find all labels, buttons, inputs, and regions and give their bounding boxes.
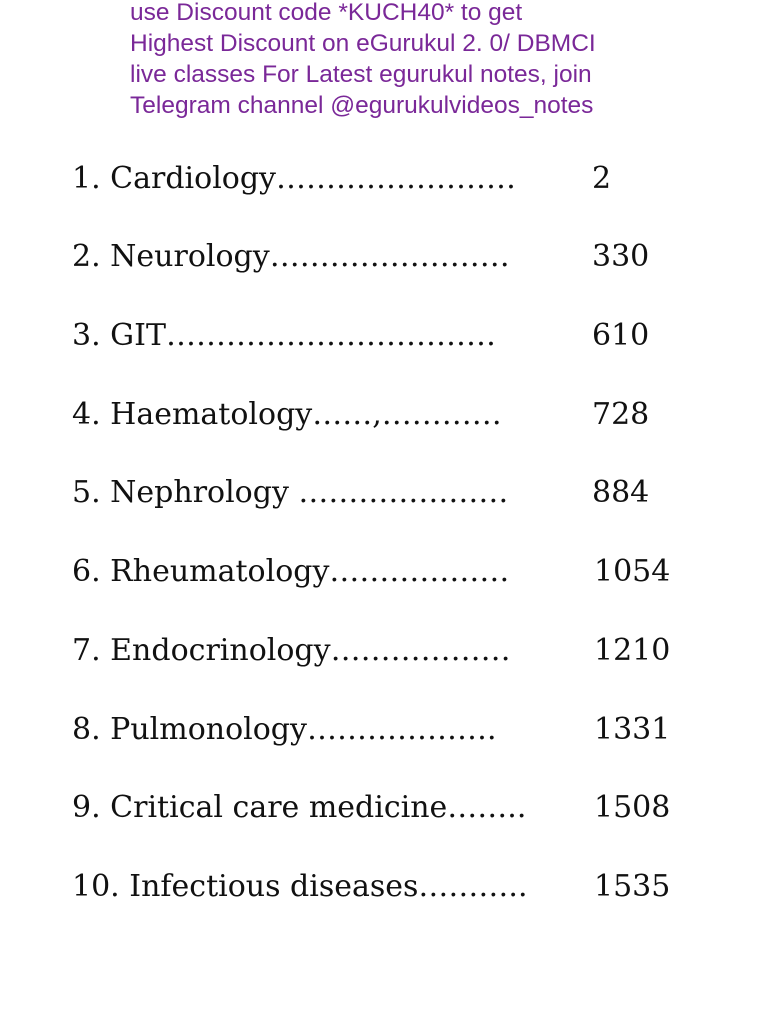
toc-entry-cardiology — [72, 157, 612, 201]
toc-entry-label: 9. Critical care medicine…….. — [72, 790, 527, 825]
toc-entry-label: 7. Endocrinology……………… — [72, 633, 511, 668]
toc-entry-label: 2. Neurology…………………… — [72, 239, 510, 274]
toc-entry-label: 8. Pulmonology………………. — [72, 712, 497, 747]
toc-entry-infectious-diseases — [72, 865, 671, 909]
toc-entry-page: 1210 — [594, 633, 671, 668]
toc-entry-critical-care-medicine — [72, 786, 671, 830]
promo-line: use Discount code *KUCH40* to get — [130, 0, 523, 26]
toc-entry-page: 884 — [592, 475, 650, 510]
toc-entry-page: 330 — [592, 239, 650, 274]
toc-entry-haematology — [72, 393, 650, 437]
toc-entry-neurology — [72, 235, 650, 279]
toc-entry-git — [72, 314, 650, 358]
toc-entry-label: 10. Infectious diseases……….. — [72, 869, 528, 904]
toc-entry-page: 1535 — [594, 869, 671, 904]
promo-line: Telegram channel @egurukulvideos_notes — [130, 92, 594, 119]
toc-entry-label: 1. Cardiology…………………… — [72, 161, 517, 196]
toc-entry-label: 4. Haematology……,………… — [72, 397, 502, 432]
toc-entry-label: 5. Nephrology ………………… — [72, 475, 509, 510]
toc-entry-page: 1508 — [594, 790, 671, 825]
toc-entry-page: 2 — [592, 161, 612, 196]
toc-entry-page: 728 — [592, 397, 650, 432]
promo-banner — [130, 0, 730, 121]
toc-entry-label: 6. Rheumatology……………… — [72, 554, 510, 589]
toc-entry-page: 1331 — [594, 712, 671, 747]
toc-entry-label: 3. GIT…………………………… — [72, 318, 496, 353]
promo-line: Highest Discount on eGurukul 2. 0/ DBMCI — [130, 30, 596, 57]
toc-entry-page: 1054 — [594, 554, 671, 589]
toc-entry-page: 610 — [592, 318, 650, 353]
toc-entry-pulmonology — [72, 708, 671, 752]
promo-line: live classes For Latest egurukul notes, join — [130, 61, 592, 88]
toc-entry-endocrinology — [72, 629, 671, 673]
toc-entry-rheumatology — [72, 550, 671, 594]
toc-entry-nephrology — [72, 471, 650, 515]
